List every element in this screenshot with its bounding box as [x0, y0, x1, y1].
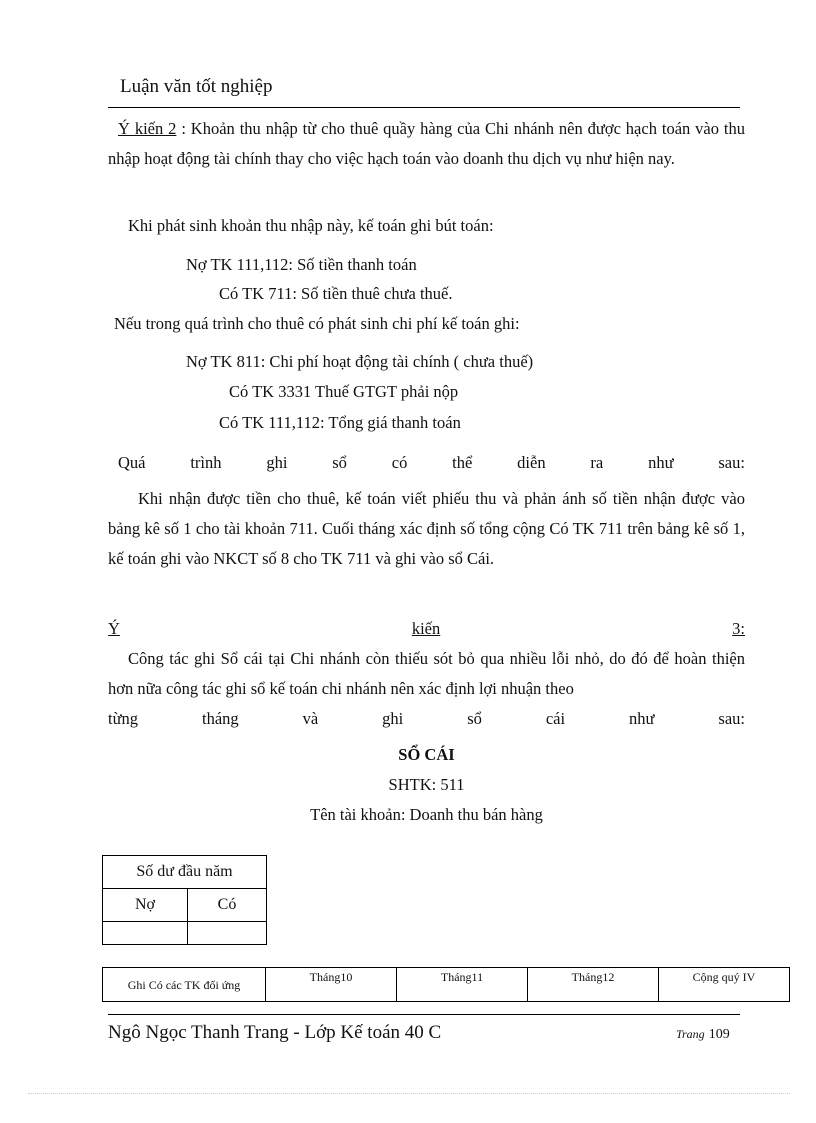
word: có	[391, 453, 408, 472]
entry-2-debit: Nợ TK 811: Chi phí hoạt động tài chính ( chưa thuế)	[186, 352, 534, 371]
entry-1-credit: Có TK 711: Số tiền thuê chưa thuế.	[219, 284, 453, 303]
page-number: 109	[708, 1027, 730, 1042]
word: sổ	[467, 709, 482, 728]
word: và	[302, 709, 319, 728]
process-intro-line	[118, 448, 745, 478]
ledger-title: SỔ CÁI	[398, 745, 455, 764]
word: diễn	[517, 453, 546, 472]
debit-value-cell	[103, 922, 188, 945]
corresponding-accounts-table	[102, 967, 790, 1002]
word: Ý	[108, 619, 120, 638]
entry-2-credit-vat: Có TK 3331 Thuế GTGT phải nộp	[229, 382, 459, 401]
entry-2-credit-total: Có TK 111,112: Tổng giá thanh toán	[219, 413, 461, 432]
word: ra	[590, 453, 604, 472]
word: tháng	[201, 709, 239, 728]
entry-1-debit: Nợ TK 111,112: Số tiền thanh toán	[186, 255, 417, 274]
credit-value-cell	[188, 922, 267, 945]
word: như	[648, 453, 674, 472]
word: thể	[452, 453, 473, 472]
opinion-3-last-line	[108, 704, 745, 734]
word: sau:	[718, 709, 745, 728]
page-edge-divider	[28, 1093, 790, 1094]
word: sau:	[718, 453, 745, 472]
opinion-3-heading	[108, 614, 745, 644]
debit-header: Nợ	[103, 889, 188, 922]
word: trình	[190, 453, 222, 472]
word: ghi	[266, 453, 288, 472]
expense-intro: Nếu trong quá trình cho thuê có phát sinh chi phí kế toán ghi:	[114, 314, 520, 333]
word: sổ	[332, 453, 347, 472]
column-header: Cộng quý IV	[659, 968, 790, 1002]
footer-page	[676, 1027, 730, 1043]
opinion-2-label: Ý kiến 2	[118, 119, 177, 138]
word: Quá	[118, 453, 146, 472]
credit-header: Có	[188, 889, 267, 922]
word: từng	[108, 709, 139, 728]
ledger-account-name: Tên tài khoản: Doanh thu bán hàng	[310, 805, 543, 824]
footer-rule	[108, 1014, 740, 1015]
opinion-3-paragraph: Công tác ghi Sổ cái tại Chi nhánh còn thiếu sót bỏ qua nhiều lỗi nhỏ, do đó để hoàn thiện hơn nữa công tác ghi sổ kế toán chi nhánh nên xác định lợi nhuận theo	[108, 649, 745, 698]
word: cái	[545, 709, 566, 728]
word: ghi	[382, 709, 404, 728]
column-header: Tháng12	[528, 968, 659, 1002]
opening-balance-table	[102, 855, 267, 945]
header-title: Luận văn tốt nghiệp	[120, 76, 273, 97]
word: như	[629, 709, 655, 728]
footer-author: Ngô Ngọc Thanh Trang - Lớp Kế toán 40 C	[108, 1022, 442, 1043]
page-word: Trang	[676, 1027, 705, 1041]
opinion-2-paragraph	[108, 114, 745, 174]
opinion-2-text: : Khoản thu nhập từ cho thuê quầy hàng của Chi nhánh nên được hạch toán vào thu nhập hoạt động tài chính thay cho việc hạch toán vào doanh thu dịch vụ như hiện nay.	[108, 119, 745, 168]
column-header: Tháng11	[397, 968, 528, 1002]
column-header: Tháng10	[266, 968, 397, 1002]
process-paragraph: Khi nhận được tiền cho thuê, kế toán viết phiếu thu và phản ánh số tiền nhận được vào bảng kê số 1 cho tài khoản 711. Cuối tháng xác định số tổng cộng Có TK 711 trên bảng kê số 1, kế toán ghi vào NKCT số 8 cho TK 711 và ghi vào sổ Cái.	[108, 489, 745, 568]
ledger-account-number: SHTK: 511	[388, 775, 465, 794]
word: kiến	[411, 619, 441, 638]
header-rule	[108, 107, 740, 108]
word: 3:	[732, 619, 745, 638]
opening-balance-header: Số dư đầu năm	[103, 856, 267, 889]
entry-intro: Khi phát sinh khoản thu nhập này, kế toán ghi bút toán:	[128, 216, 494, 235]
column-header: Ghi Có các TK đối ứng	[103, 968, 266, 1002]
